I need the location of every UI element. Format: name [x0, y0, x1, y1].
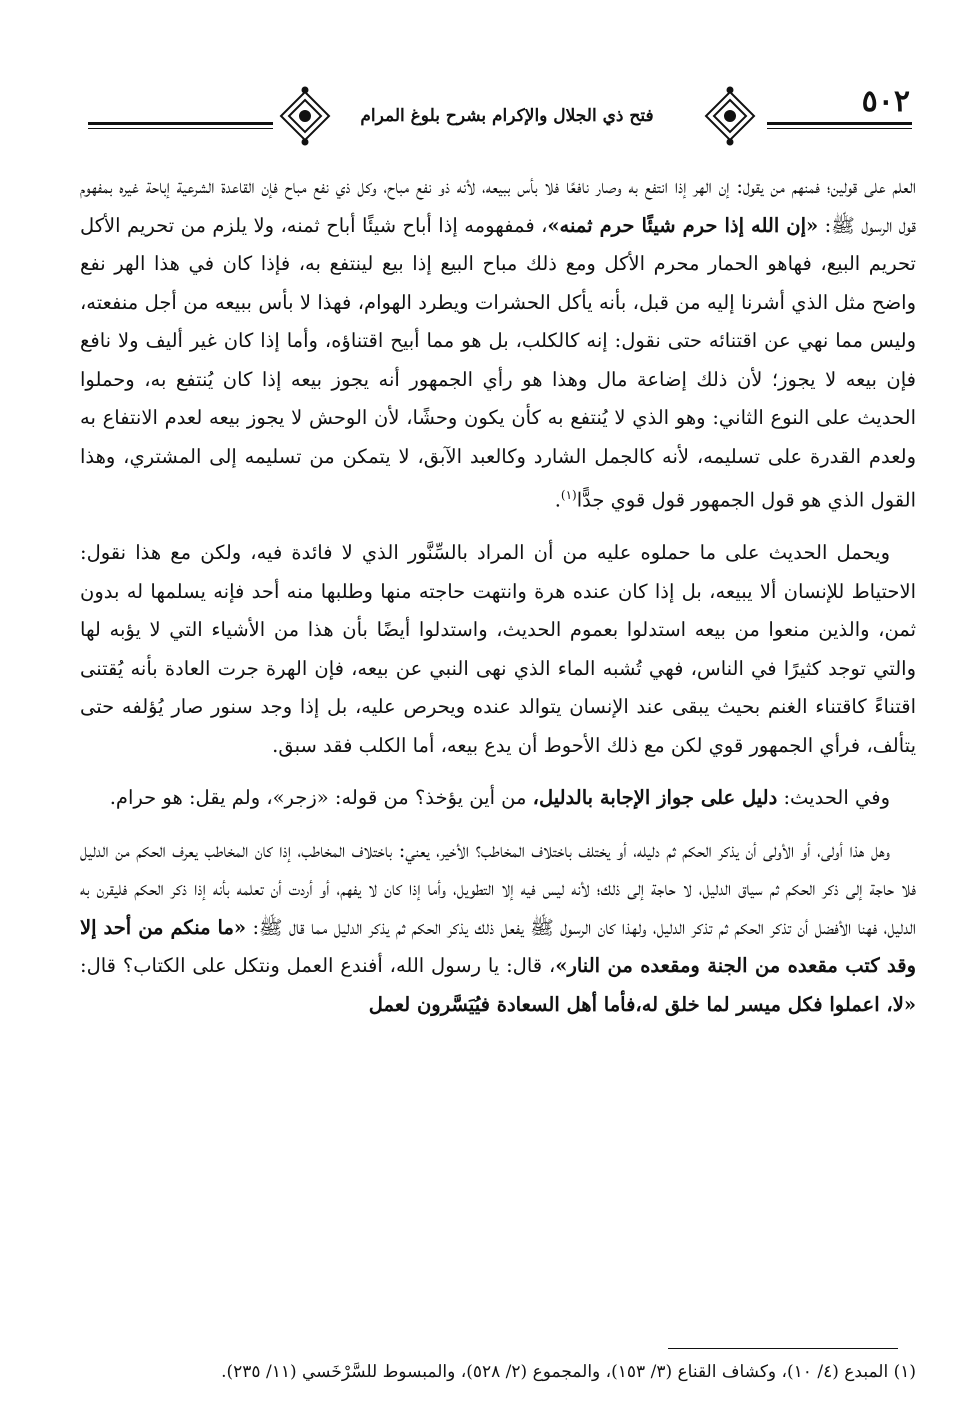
footnote-separator — [668, 1348, 898, 1349]
page-number: ٥٠٢ — [861, 84, 910, 119]
body-text — [80, 168, 916, 1024]
paragraph-3-heading: دليل على جواز الإجابة بالدليل، — [532, 786, 778, 809]
paragraph-4-text: وهل هذا أولى، أو الأولى أن يذكر الحكم ثم دليله، أو يختلف باختلاف المخاطب؟ الأخير، يعني: باختلاف المخاطب، إذا كان المخاطب يعرف الحكم من الدليل فلا حاجة إلى ذكر الحكم ثم سياق الدليل، لا حاجة إلى ذلك؛ لأنه ليس فيه إلا التطويل، وأما إذا كان لا يفهم، أو أردت أن تعلمه بأنه إذا ذكر الحكم فليقرن به الدليل، فهنا الأفضل أن تذكر الحكم ثم تذكر الدليل، ولهذا كان الرسول ﷺ يفعل ذلك يذكر الحكم ثم يذكر الدليل مما قال ﷺ: — [80, 838, 917, 939]
paragraph-1-end: . — [554, 488, 561, 512]
paragraph-1 — [80, 168, 916, 520]
hadith-quote-1: «إن الله إذا حرم شيئًا حرم ثمنه» — [547, 213, 819, 237]
ornament-right-icon — [700, 86, 760, 146]
running-title: فتح ذي الجلال والإكرام بشرح بلوغ المرام — [360, 106, 654, 126]
paragraph-4 — [80, 832, 916, 1025]
header-rule-right — [767, 122, 912, 129]
paragraph-3-text: من أين يؤخذ؟ من قوله: «زجر»، ولم يقل: هو حرام. — [109, 786, 533, 809]
hadith-quote-2: «ما منكم من أحد إلا وقد كتب مقعده من الجنة ومقعده من النار» — [80, 915, 917, 977]
paragraph-2: ويحمل الحديث على ما حملوه عليه من أن المراد بالسِّنَّور الذي لا فائدة فيه، ولكن مع هذا نقول: الاحتياط للإنسان ألا يبيعه، بل إذا كان عنده هرة وانتهت حاجته منها وطلبها منه أحد فإنه يسلمها له بدون ثمن، والذين منعوا من بيعه استدلوا بعموم الحديث، واستدلوا أيضًا بأن هذا من الأشياء التي لا يؤبه لها والتي توجد كثيرًا في الناس، فهي تُشبه الماء الذي نهى النبي عن بيعه، فإن الهرة جرت العادة بأنه يُقتنى اقتناءً كاقتناء الغنم بحيث يبقى عند الإنسان يتوالد عنده ويحرص عليه، بل إذا وجد سنور صار يُؤلفه حتى يتألف، فرأي الجمهور قوي لكن مع ذلك الأحوط أن يدع بيعه، أما الكلب فقد سبق. — [80, 541, 916, 757]
footnote-reference: (١) — [560, 488, 577, 502]
paragraph-3-lead: وفي الحديث: — [783, 786, 890, 809]
hadith-quote-3: «لا، اعملوا فكل ميسر لما خلق له،فأما أهل السعادة فيُيَسَّرون لعمل — [368, 992, 916, 1016]
page-header — [80, 78, 920, 148]
paragraph-3 — [80, 779, 916, 818]
paragraph-1-text: العلم على قولين؛ فمنهم من يقول: إن الهر إذا انتفع به وصار نافعًا فلا بأس ببيعه، لأنه ذو نفع مباح، وكل ذي نفع مباح فإن القاعدة الشرعية إباحة غيره بمفهوم قول الرسول ﷺ: — [80, 175, 917, 237]
header-rule-left — [88, 122, 273, 129]
footnote: (١) المبدع (٤/ ١٠)، وكشاف القناع (٣/ ١٥٣)، والمجموع (٢/ ٥٢٨)، والمبسوط للسَّرْخَسي (١١/ ٢٣٥). — [221, 1362, 916, 1382]
ornament-left-icon — [275, 86, 335, 146]
paragraph-4-continuation: ، قال: يا رسول الله، أفندع العمل ونتكل على الكتاب؟ قال: — [80, 954, 556, 977]
paragraph-1-continuation: ، فمفهومه إذا أباح شيئًا أباح ثمنه، ولا يلزم من تحريم الأكل تحريم البيع، فهاهو الحمار محرم الأكل ومع ذلك مباح البيع إذا بيع لينتفع به، فإذا كان في هذا الهر نفع واضح مثل الذي أشرنا إليه من قبل، بأنه يأكل الحشرات ويطرد الهوام، فهذا لا بأس ببيعه من أجل منفعته، وليس مما نهي عن اقتنائه حتى نقول: إنه كالكلب، بل هو مما أبيح اقتناؤه، وأما إذا كان غير أليف ولا نافع فإن بيعه لا يجوز؛ لأن ذلك إضاعة مال وهذا هو رأي الجمهور أنه يجوز بيعه إذا كان يُنتفع به، وحملوا الحديث على النوع الثاني: وهو الذي لا يُنتفع به كأن يكون وحشًا، لأن الوحش لا يجوز بيعه لعدم الانتفاع به ولعدم القدرة على تسليمه، لأنه كالجمل الشارد وكالعبد الآبق، لا يتمكن من تسليمه إلى المشتري، وهذا القول الذي هو قول الجمهور قول قوي جدًّا — [80, 213, 916, 512]
